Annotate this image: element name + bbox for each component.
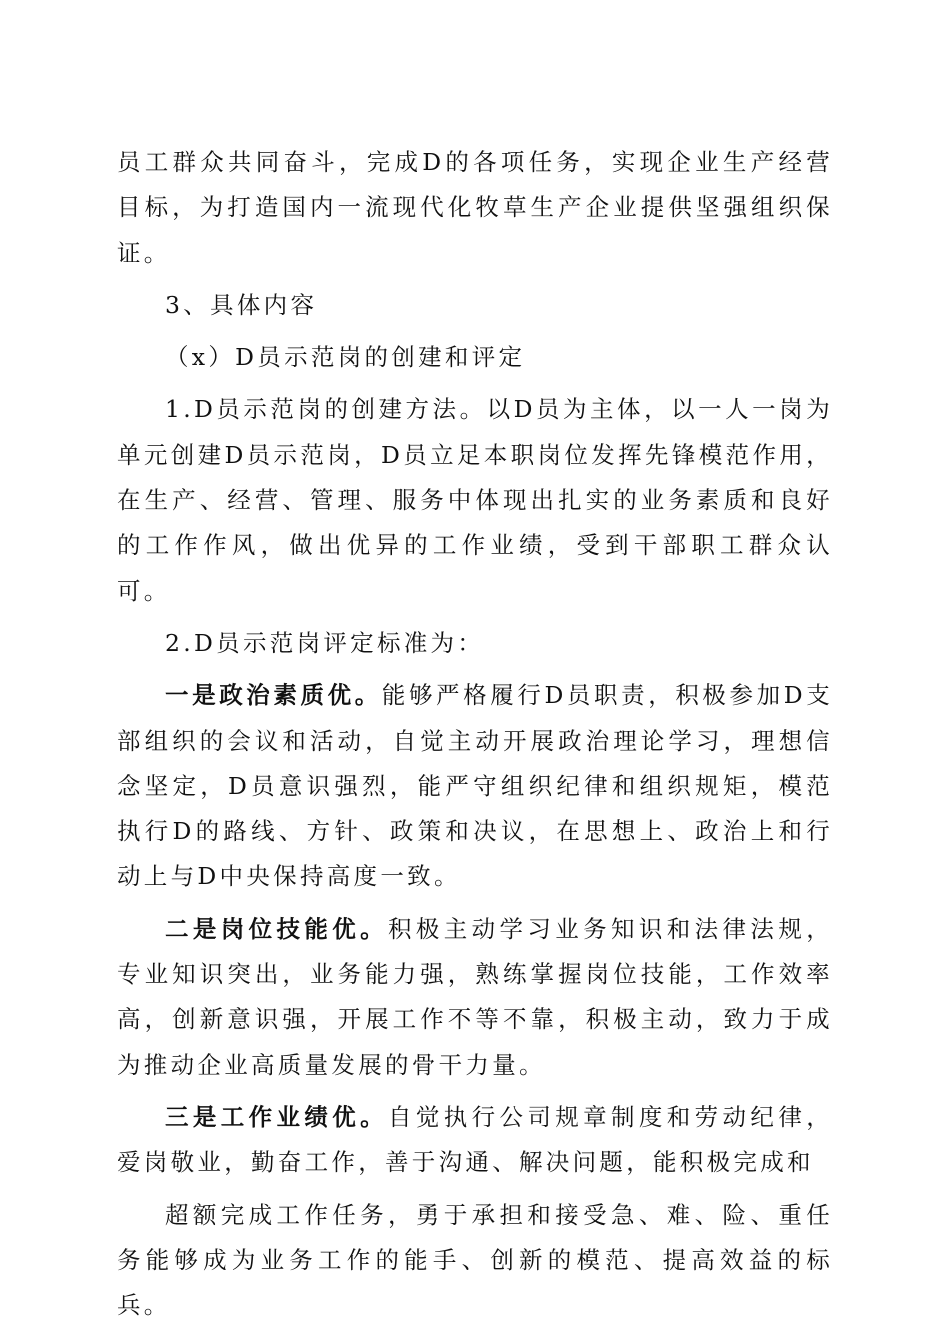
paragraph-criterion-3-continued: 超额完成工作任务，勇于承担和接受急、难、险、重任务能够成为业务工作的能手、创新的模范、提高效益的标兵。 (117, 1200, 833, 1320)
criterion-3-body: 自觉执行公司规章制度和劳动纪律，爱岗敬业，勤奋工作，善于沟通、解决问题，能积极完成和 (117, 1102, 833, 1177)
paragraph-item-2: 2.D员示范岗评定标准为： (165, 628, 485, 657)
subsection-heading-x: （x）D员示范岗的创建和评定 (165, 343, 526, 372)
section-heading-3: 3、具体内容 (165, 290, 318, 319)
criterion-1-body: 能够严格履行D员职责，积极参加D支部组织的会议和活动，自觉主动开展政治理论学习，理想信念坚定，D员意识强烈，能严守组织纪律和组织规矩，模范执行D的路线、方针、政策和决议，在思想上、政治上和行动上与D中央保持高度一致。 (117, 681, 833, 891)
paragraph-continuation: 员工群众共同奋斗，完成D的各项任务，实现企业生产经营目标，为打造国内一流现代化牧草生产企业提供坚强组织保证。 (117, 148, 833, 267)
criterion-1-lead: 一是政治素质优。 (165, 681, 382, 710)
criterion-2-body: 积极主动学习业务知识和法律法规，专业知识突出，业务能力强，熟练掌握岗位技能，工作效率高，创新意识强，开展工作不等不靠，积极主动，致力于成为推动企业高质量发展的骨干力量。 (117, 914, 833, 1079)
paragraph-criterion-2 (117, 907, 833, 1088)
paragraph-item-1: 1.D员示范岗的创建方法。以D员为主体，以一人一岗为单元创建D员示范岗，D员立足本职岗位发挥先锋模范作用，在生产、经营、管理、服务中体现出扎实的业务素质和良好的工作作风，做出优异的工作业绩，受到干部职工群众认可。 (117, 395, 833, 605)
criterion-3-lead: 三是工作业绩优。 (165, 1102, 389, 1131)
paragraph-criterion-1 (117, 673, 833, 899)
criterion-2-lead: 二是岗位技能优。 (165, 914, 389, 943)
document-page (117, 140, 833, 1328)
paragraph-criterion-3 (117, 1095, 833, 1186)
